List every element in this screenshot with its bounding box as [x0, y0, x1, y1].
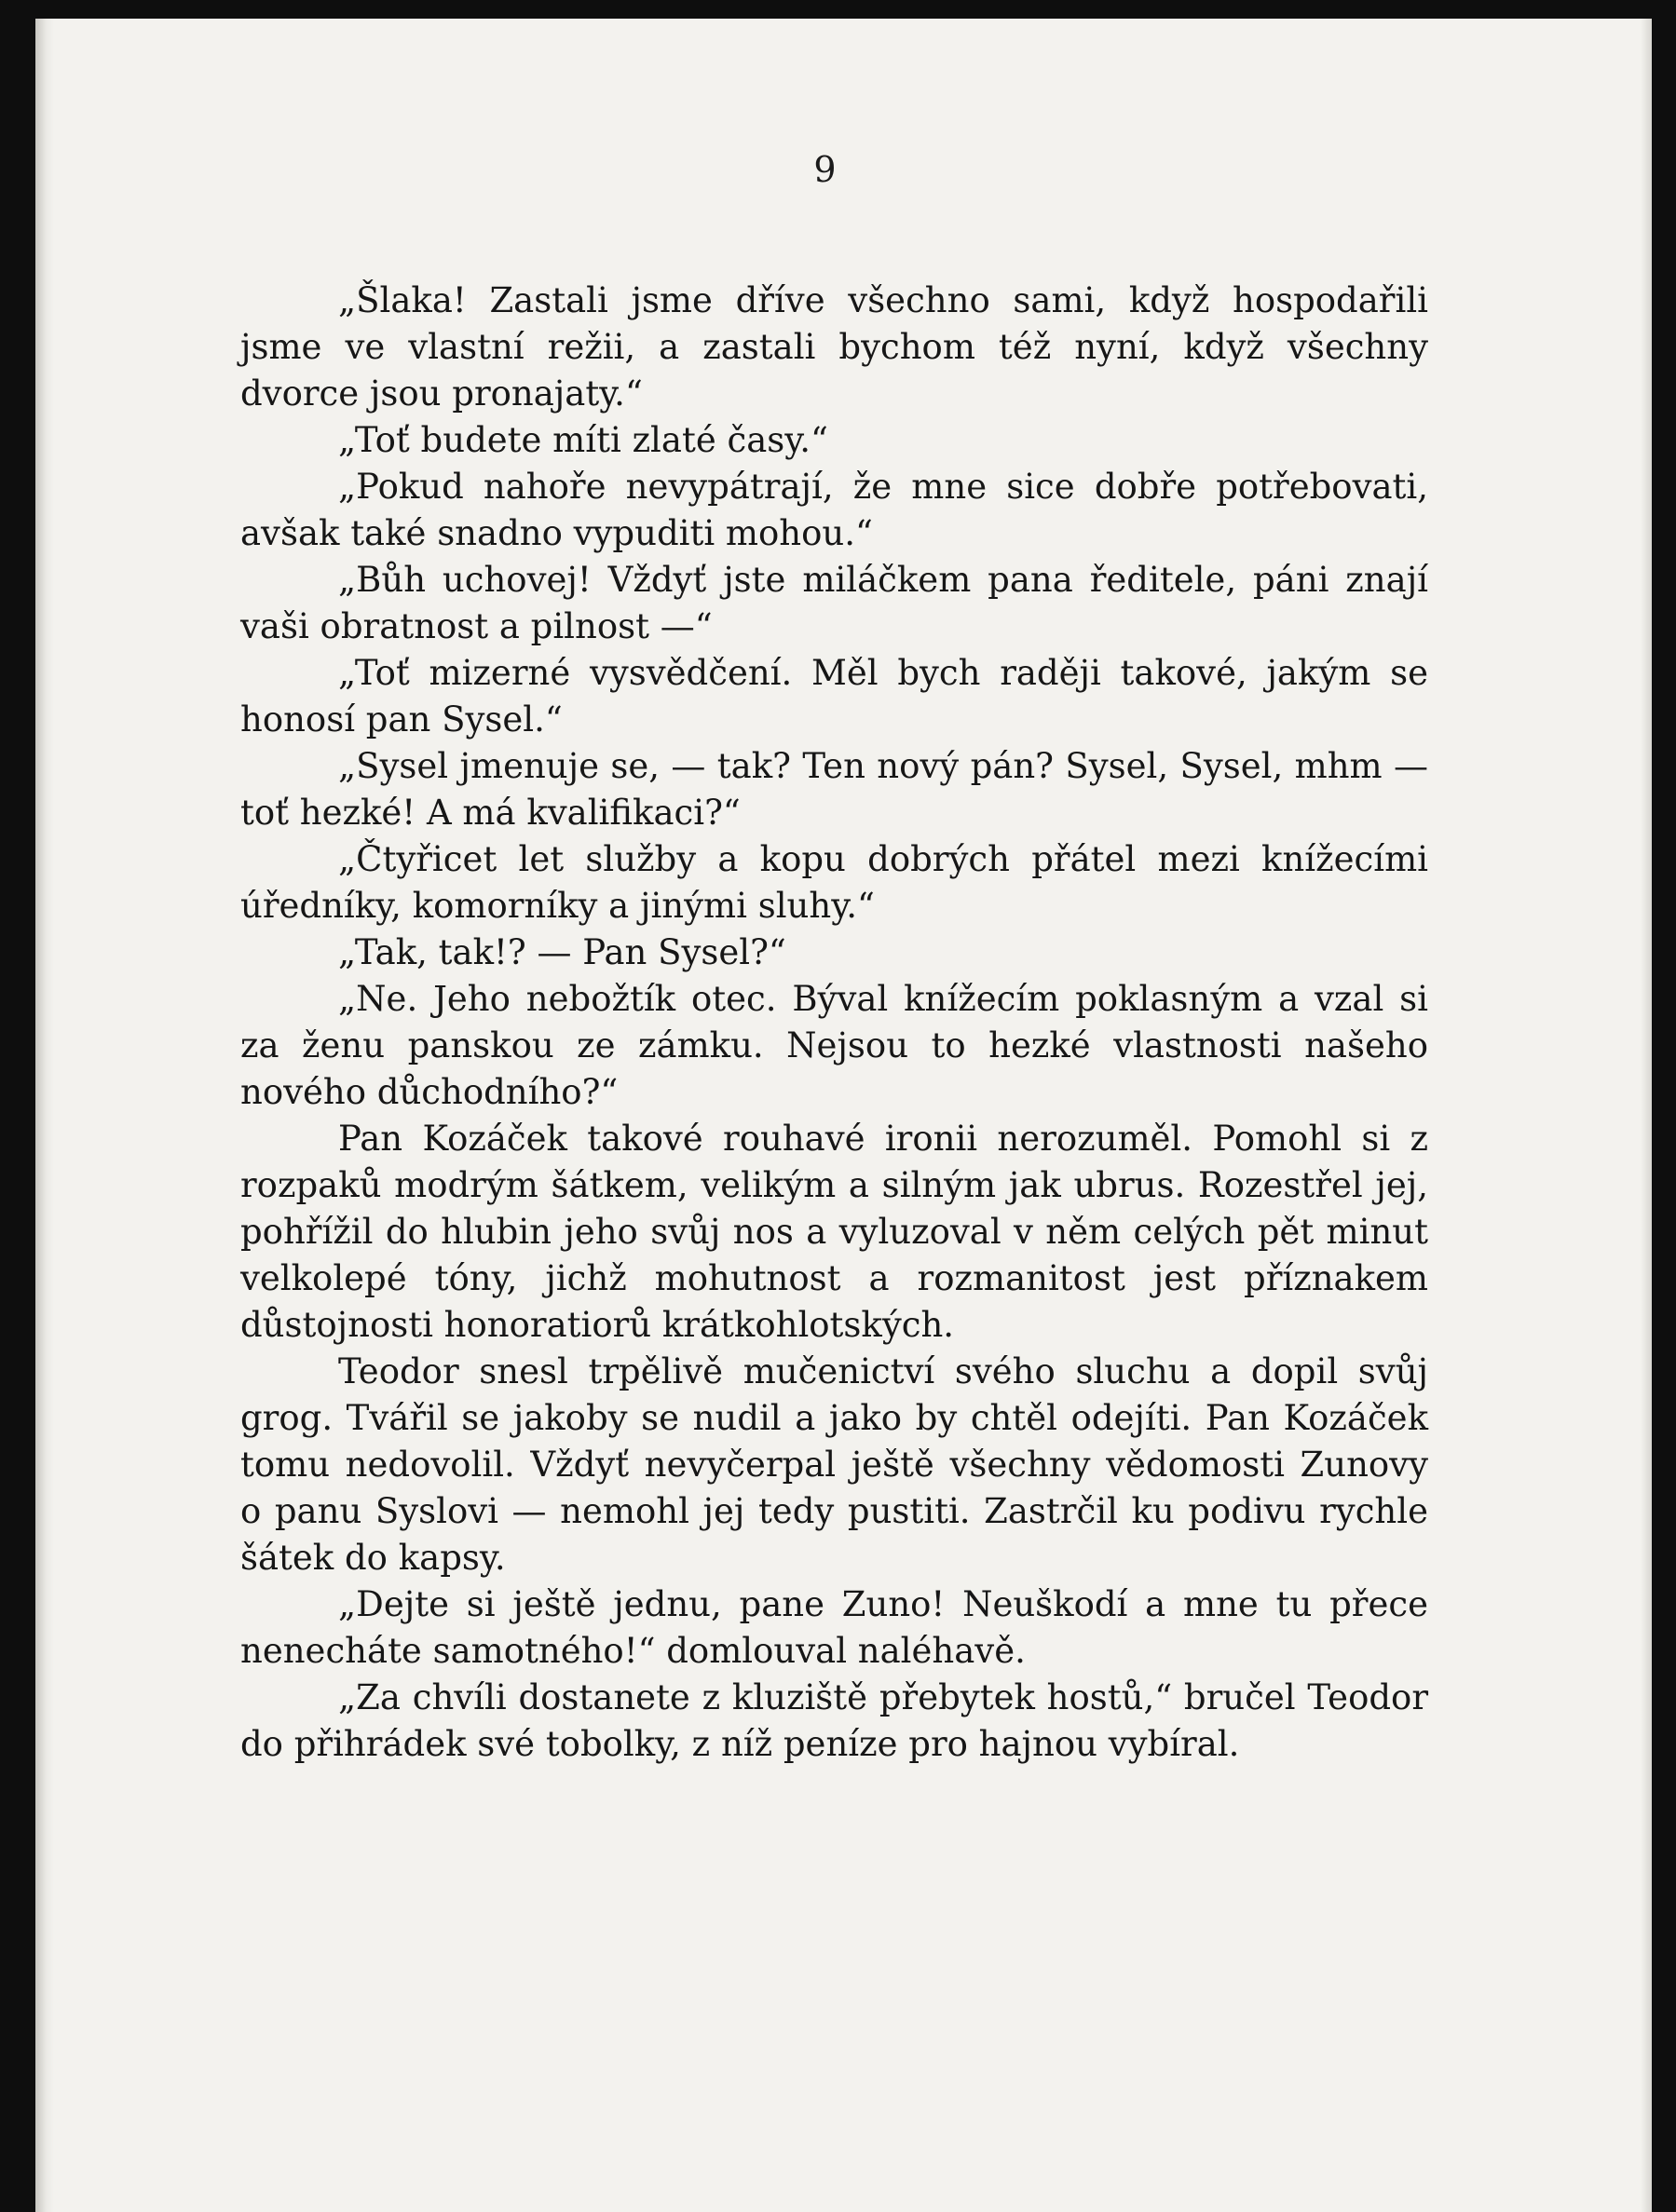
paragraph-13: „Za chvíli dostanete z kluziště přebytek hostů,“ bručel Teodor do přihrádek své tobolky, z níž peníze pro hajnou vybíral. — [240, 1677, 1428, 1764]
book-page — [35, 19, 1652, 2212]
paragraph-4: „Bůh uchovej! Vždyť jste miláčkem pana ředitele, páni znají vaši obratnost a pilnost —“ — [240, 560, 1428, 646]
paragraph-7: „Čtyřicet let služby a kopu dobrých přátel mezi knížecími úředníky, komorníky a jinými sluhy.“ — [240, 839, 1428, 926]
paragraph-2: „Toť budete míti zlaté časy.“ — [338, 420, 828, 460]
paragraph-9: „Ne. Jeho nebožtík otec. Býval knížecím poklasným a vzal si za ženu panskou ze zámku. Nejsou to hezké vlastnosti našeho nového důchodního?“ — [240, 979, 1428, 1112]
paragraph-6: „Sysel jmenuje se, — tak? Ten nový pán? Sysel, Sysel, mhm — toť hezké! A má kvalifikaci?“ — [240, 746, 1428, 833]
page-spine-shadow — [35, 19, 54, 2212]
paragraph-11: Teodor snesl trpělivě mučenictví svého sluchu a dopil svůj grog. Tvářil se jakoby se nudil a jako by chtěl odejíti. Pan Kozáček tomu nedovolil. Vždyť nevyčerpal ještě všechny vědomosti Zunovy o panu Syslovi — nemohl jej tedy pustiti. Zastrčil ku podivu rychle šátek do kapsy. — [240, 1351, 1428, 1578]
paragraph-8: „Tak, tak!? — Pan Sysel?“ — [338, 932, 786, 972]
paragraph-12: „Dejte si ještě jednu, pane Zuno! Neuškodí a mne tu přece nenecháte samotného!“ domlouval naléhavě. — [240, 1584, 1428, 1671]
paragraph-3: „Pokud nahoře nevypátrají, že mne sice dobře potřebovati, avšak také snadno vypuditi mohou.“ — [240, 467, 1428, 553]
paragraph-10: Pan Kozáček takové rouhavé ironii nerozuměl. Pomohl si z rozpaků modrým šátkem, velikým a silným jak ubrus. Rozestřel jej, pohřížil do hlubin jeho svůj nos a vyluzoval v něm celých pět minut velkolepé tóny, jichž mohutnost a rozmanitost jest příznakem důstojnosti honoratiorů krátkohlotských. — [240, 1119, 1428, 1345]
paragraph-5: „Toť mizerné vysvědčení. Měl bych raději takové, jakým se honosí pan Sysel.“ — [240, 653, 1428, 740]
paragraph-1: „Šlaka! Zastali jsme dříve všechno sami, když hospodařili jsme ve vlastní režii, a zastali bychom též nyní, když všechny dvorce jsou pronajaty.“ — [240, 280, 1428, 414]
page-number: 9 — [813, 149, 837, 190]
body-text — [240, 278, 1428, 1768]
page-edge-shadow — [1641, 19, 1652, 2212]
